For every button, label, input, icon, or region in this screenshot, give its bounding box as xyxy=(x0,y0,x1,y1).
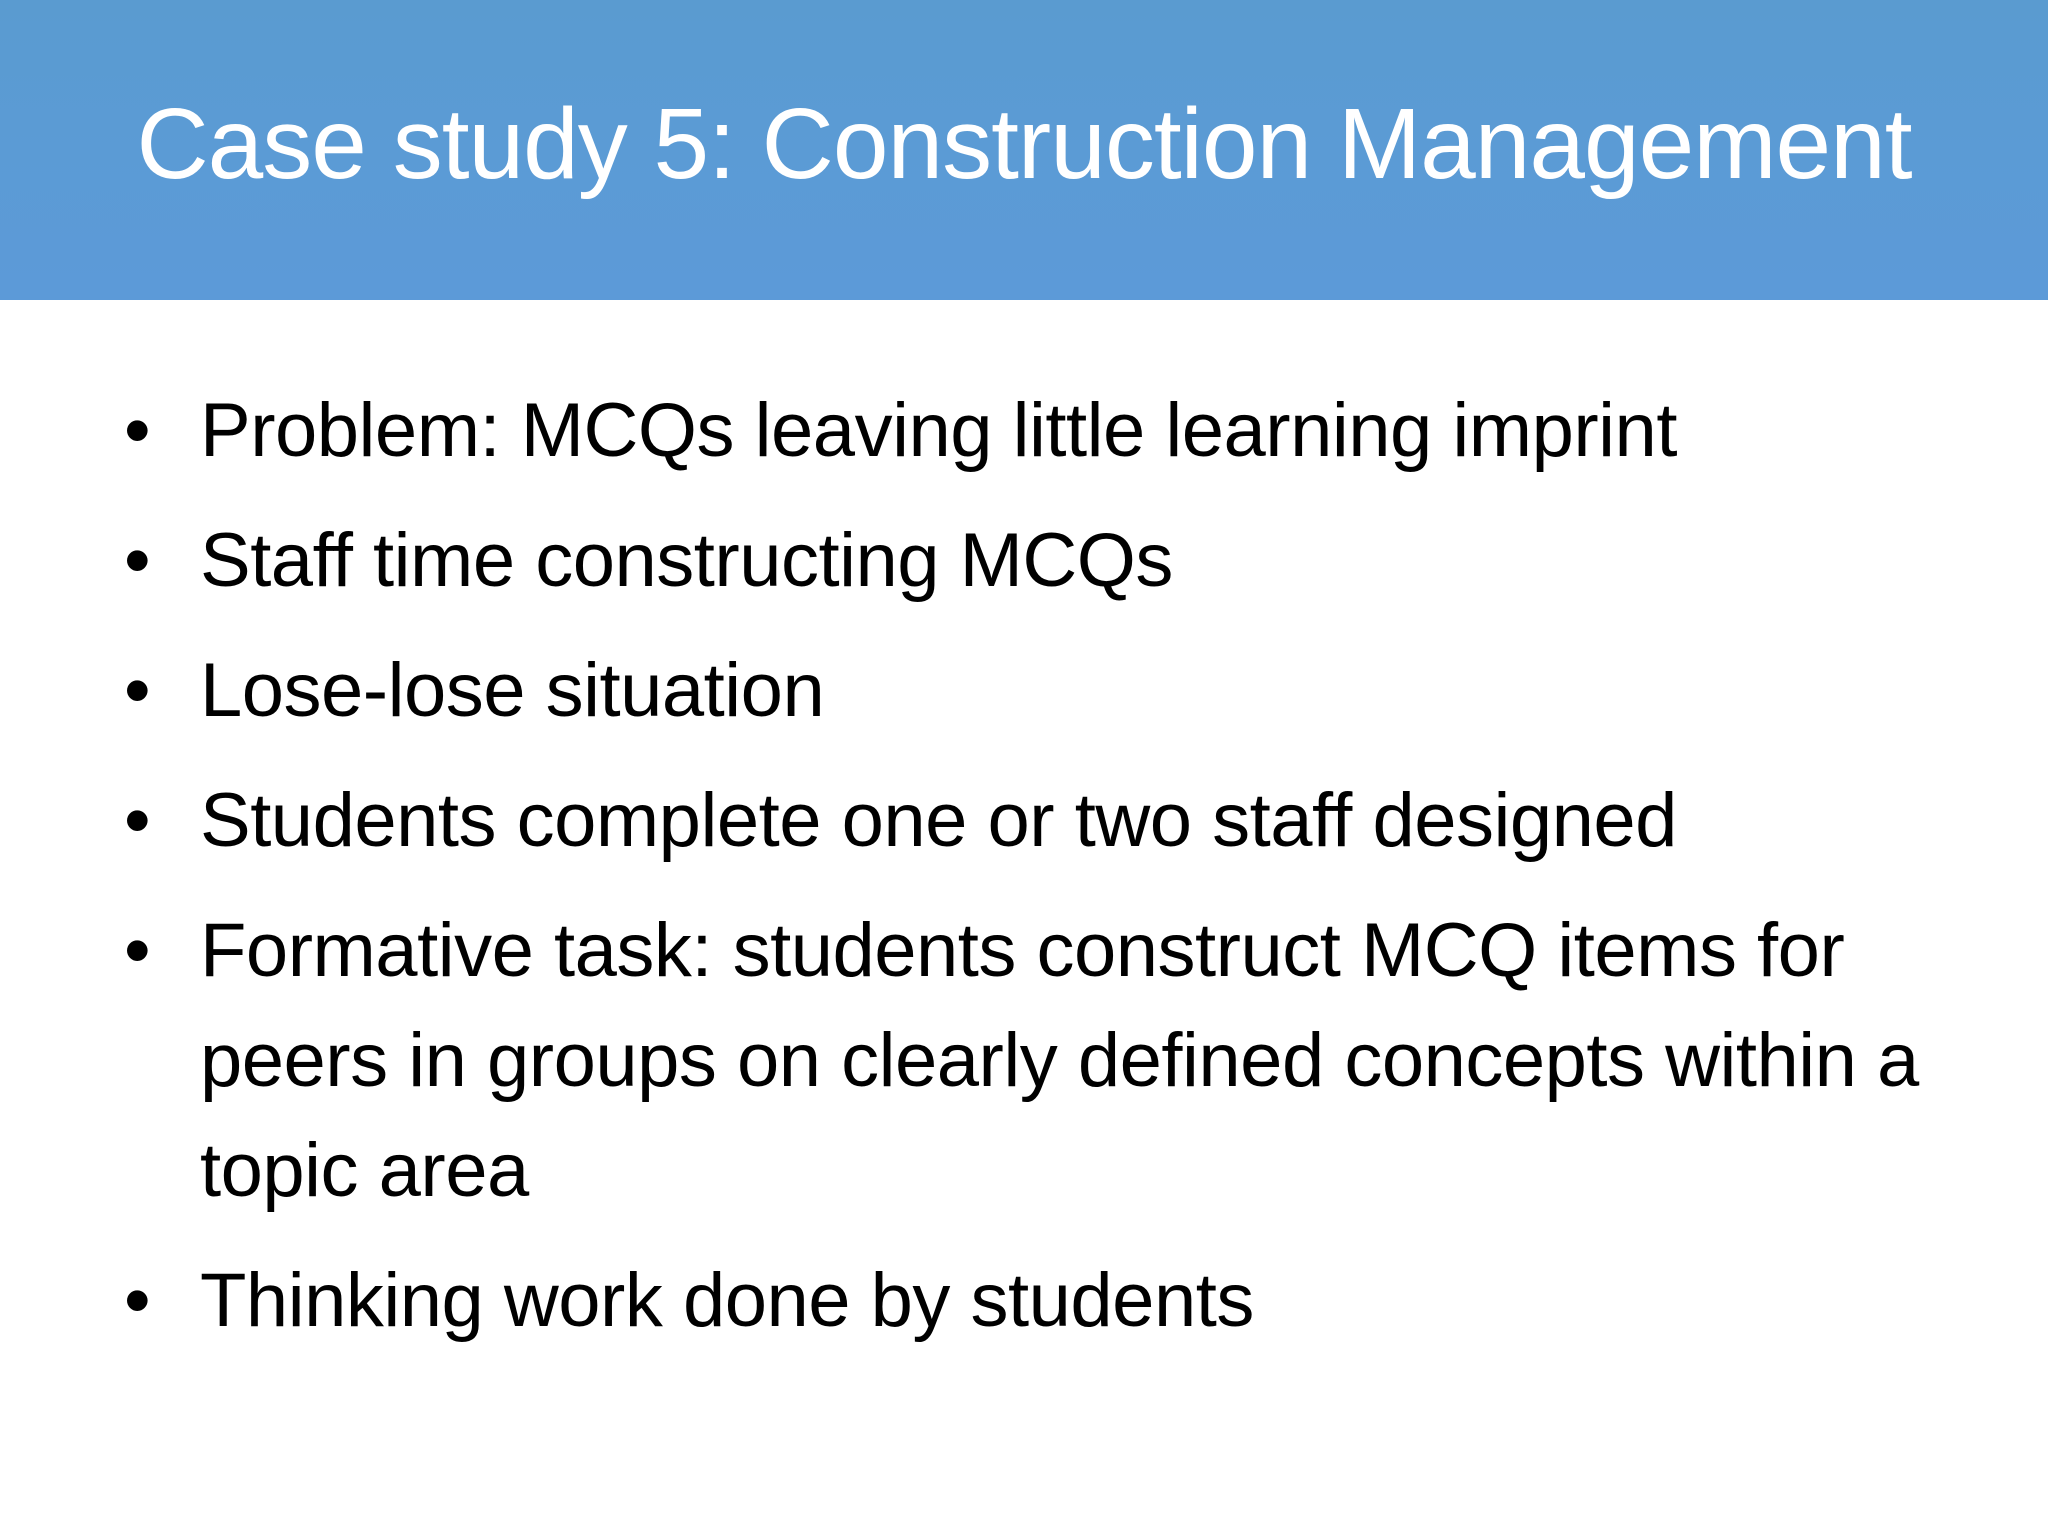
bullet-dot-icon: • xyxy=(124,648,151,733)
bullet-item xyxy=(124,636,1980,746)
bullet-dot-icon: • xyxy=(124,908,151,993)
bullet-dot-icon: • xyxy=(124,518,151,603)
bullet-item xyxy=(124,376,1980,486)
bullet-item xyxy=(124,896,1980,1226)
bullet-text: Problem: MCQs leaving little learning imprint xyxy=(200,388,1677,473)
bullet-text: Thinking work done by students xyxy=(200,1258,1254,1343)
bullet-dot-icon: • xyxy=(124,1258,151,1343)
bullet-text: Students complete one or two staff designed xyxy=(200,778,1677,863)
bullet-text: Staff time constructing MCQs xyxy=(200,518,1173,603)
bullet-text: Formative task: students construct MCQ items for peers in groups on clearly defined concepts within a topic area xyxy=(200,908,1919,1213)
bullet-dot-icon: • xyxy=(124,388,151,473)
bullet-text: Lose-lose situation xyxy=(200,648,825,733)
bullet-item xyxy=(124,1246,1980,1356)
title-band xyxy=(0,0,2048,300)
bullet-dot-icon: • xyxy=(124,778,151,863)
bullet-item xyxy=(124,506,1980,616)
slide-title: Case study 5: Construction Management xyxy=(136,88,1912,200)
bullet-list xyxy=(124,376,1980,1376)
bullet-item xyxy=(124,766,1980,876)
